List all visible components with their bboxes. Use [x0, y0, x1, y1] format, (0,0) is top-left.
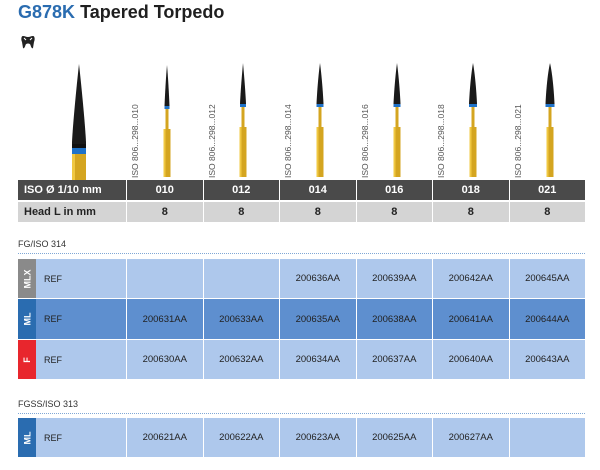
head-length-row	[18, 202, 585, 222]
table-cell: 200642AA	[432, 259, 509, 298]
tooth-icon	[20, 34, 36, 50]
table-cell: 200634AA	[279, 340, 356, 379]
table-cell: 200630AA	[126, 340, 203, 379]
iso-value: 014	[279, 180, 356, 200]
iso-value: 010	[126, 180, 203, 200]
ref-label: REF	[36, 259, 126, 298]
iso-diameter-row	[18, 180, 585, 200]
table-cell: 200623AA	[279, 418, 356, 457]
iso-value: 016	[356, 180, 433, 200]
table-cell	[126, 259, 203, 298]
section-divider	[18, 413, 585, 414]
ref-label: REF	[36, 340, 126, 379]
table-cell: 200635AA	[279, 299, 356, 339]
table-cell: 200643AA	[509, 340, 586, 379]
table-cell: 200621AA	[126, 418, 203, 457]
table-cell: 200632AA	[203, 340, 280, 379]
section-divider	[18, 253, 585, 254]
iso-label-012: ISO 806...298...012	[207, 104, 217, 178]
iso-value: 012	[203, 180, 280, 200]
table-row-f	[18, 340, 585, 379]
iso-diameter-label: ISO Ø 1/10 mm	[18, 180, 126, 200]
table-cell	[203, 259, 280, 298]
bur-illustration-010	[161, 64, 173, 178]
section-label-fg: FG/ISO 314	[18, 239, 67, 249]
head-length-value: 8	[279, 202, 356, 222]
head-length-value: 8	[126, 202, 203, 222]
product-code: G878K	[18, 2, 76, 22]
table-cell: 200627AA	[432, 418, 509, 457]
bur-illustration-016	[390, 62, 404, 178]
bur-illustration-012	[237, 62, 249, 178]
page-title	[18, 2, 224, 23]
bur-illustration-021	[543, 62, 557, 178]
table-cell: 200637AA	[356, 340, 433, 379]
iso-value: 021	[509, 180, 586, 200]
table-cell: 200645AA	[509, 259, 586, 298]
section-label-fgss: FGSS/ISO 313	[18, 399, 79, 409]
table-cell: 200641AA	[432, 299, 509, 339]
ref-label: REF	[36, 299, 126, 339]
table-cell: 200631AA	[126, 299, 203, 339]
product-name: Tapered Torpedo	[80, 2, 225, 22]
table-cell: 200625AA	[356, 418, 433, 457]
row-tag-f: F	[18, 340, 36, 379]
iso-label-018: ISO 806...298...018	[436, 104, 446, 178]
table-row-mlx	[18, 259, 585, 298]
table-cell: 200644AA	[509, 299, 586, 339]
table-cell: 200638AA	[356, 299, 433, 339]
table-row-ml-fgss	[18, 418, 585, 457]
iso-label-016: ISO 806...298...016	[360, 104, 370, 178]
iso-label-010: ISO 806...298...010	[130, 104, 140, 178]
table-cell: 200633AA	[203, 299, 280, 339]
head-length-label: Head L in mm	[18, 202, 126, 222]
head-length-value: 8	[432, 202, 509, 222]
row-tag-ml: ML	[18, 299, 36, 339]
iso-label-021: ISO 806...298...021	[513, 104, 523, 178]
table-cell: 200622AA	[203, 418, 280, 457]
table-cell: 200640AA	[432, 340, 509, 379]
bur-illustration-014	[314, 62, 326, 178]
table-cell: 200639AA	[356, 259, 433, 298]
table-cell: 200636AA	[279, 259, 356, 298]
table-row-ml	[18, 299, 585, 339]
head-length-value: 8	[356, 202, 433, 222]
row-tag-ml: ML	[18, 418, 36, 457]
head-length-value: 8	[203, 202, 280, 222]
iso-label-014: ISO 806...298...014	[283, 104, 293, 178]
large-bur-illustration	[64, 62, 94, 180]
table-cell	[509, 418, 586, 457]
ref-label: REF	[36, 418, 126, 457]
iso-value: 018	[432, 180, 509, 200]
head-length-value: 8	[509, 202, 586, 222]
row-tag-mlx: MLX	[18, 259, 36, 298]
bur-illustration-018	[466, 62, 480, 178]
